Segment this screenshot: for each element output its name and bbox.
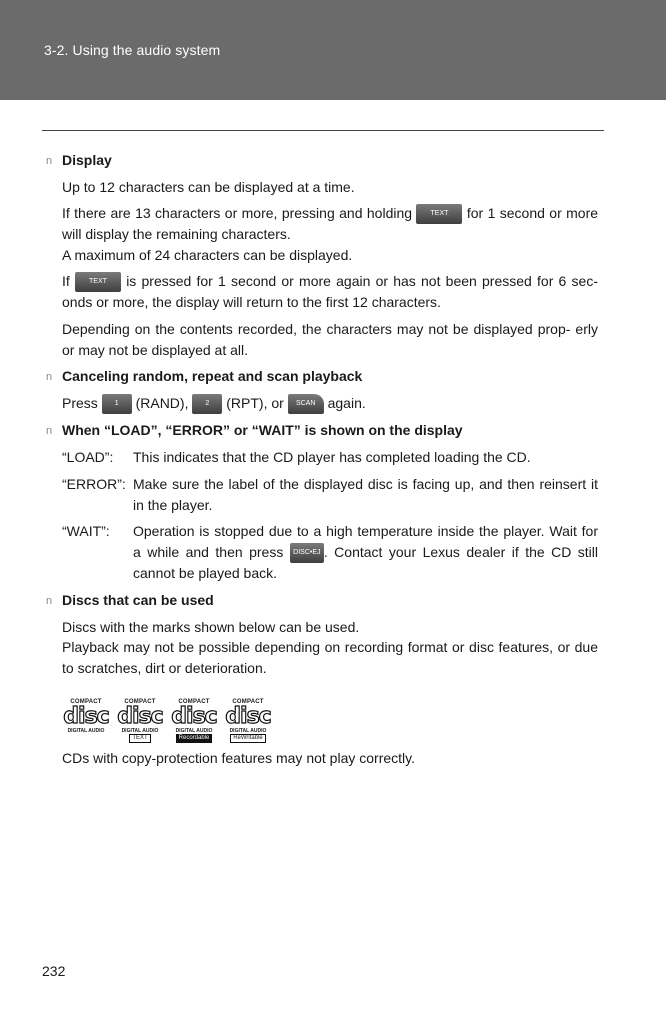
display-para-3b: is pressed for 1 second or more again or has not been pressed for 6 sec- onds or more, the display will return to the first 12 characters. [62,273,598,311]
wait-text-a: Operation is stopped due to a high temperature inside the player. Wait for a while and then press [133,523,598,560]
bullet-icon: n [46,425,53,437]
discs-para-1: Discs with the marks shown below can be used. [62,619,360,635]
display-para-2c: A maximum of 24 characters can be displayed. [62,247,353,264]
display-para-1: Up to 12 characters can be displayed at a time. [62,179,355,195]
section-title: 3-2. Using the audio system [44,42,221,58]
button-2-icon: 2 [192,394,222,414]
display-para-4: Depending on the contents recorded, the characters may not be displayed prop- erly or may not be displayed at all. [62,321,598,358]
logo-sub-text: DIGITAL AUDIO [175,728,213,734]
bullet-icon: n [46,595,53,607]
logo-sub-text: DIGITAL AUDIO [121,728,159,734]
bullet-icon: n [46,155,53,167]
wait-text-b: . Contact your Lexus dealer if the CD still cannot be played back. [133,544,599,582]
logo-compact-text: COMPACT [70,699,102,705]
error-text: Make sure the label of the displayed disc is facing up, and then reinsert it in the player. [133,476,598,513]
again-text: again. [327,395,366,411]
page-header [0,0,666,100]
display-para-2b: for 1 second or more will display the remaining characters. [62,205,599,243]
display-para-2 [62,203,598,266]
canceling-heading: Canceling random, repeat and scan playback [62,368,363,384]
display-para-3 [62,271,598,313]
compact-disc-logo [62,699,110,739]
display-para-2a: If there are 13 characters or more, pressing and holding [62,205,413,221]
disc-logos [62,699,272,739]
logo-tag: Recordable [176,734,213,743]
load-text: This indicates that the CD player has completed loading the CD. [133,449,531,465]
logo-tag: TEXT [129,734,150,743]
rpt-text: (RPT), or [226,395,284,411]
logo-disc-text: disc [171,704,217,729]
wait-label: “WAIT”: [62,523,110,539]
logo-compact-text: COMPACT [178,699,210,705]
logo-disc-text: disc [63,704,109,729]
error-label: “ERROR”: [62,476,126,492]
logo-sub-text: DIGITAL AUDIO [67,728,105,734]
load-label: “LOAD”: [62,449,114,465]
discs-para-2: Playback may not be possible depending on recording format or disc features, or due to scratches, dirt or deterioration. [62,639,598,676]
wait-text [133,521,598,584]
compact-disc-text-logo [116,699,164,739]
page-number: 232 [42,963,66,979]
bullet-icon: n [46,371,53,383]
rand-text: (RAND), [135,395,189,411]
discs-heading: Discs that can be used [62,592,214,608]
display-heading: Display [62,152,112,168]
text-button-icon: TEXT [75,272,121,292]
logo-compact-text: COMPACT [232,699,264,705]
press-text: Press [62,395,98,411]
scan-button-icon: SCAN [288,394,324,414]
canceling-para [62,393,598,414]
logo-disc-text: disc [117,704,163,729]
display-para-3a: If [62,273,70,289]
compact-disc-recordable-logo [170,699,218,739]
disc-eject-button-icon: DISC•EJ [290,543,324,563]
divider [42,130,604,131]
logo-compact-text: COMPACT [124,699,156,705]
button-1-icon: 1 [102,394,132,414]
compact-disc-rewritable-logo [224,699,272,739]
text-button-icon: TEXT [416,204,462,224]
logo-sub-text: DIGITAL AUDIO [229,728,267,734]
load-heading: When “LOAD”, “ERROR” or “WAIT” is shown on the display [62,422,463,438]
discs-para-3: CDs with copy-protection features may not play correctly. [62,750,415,766]
logo-disc-text: disc [225,704,271,729]
logo-tag: ReWritable [230,734,266,743]
